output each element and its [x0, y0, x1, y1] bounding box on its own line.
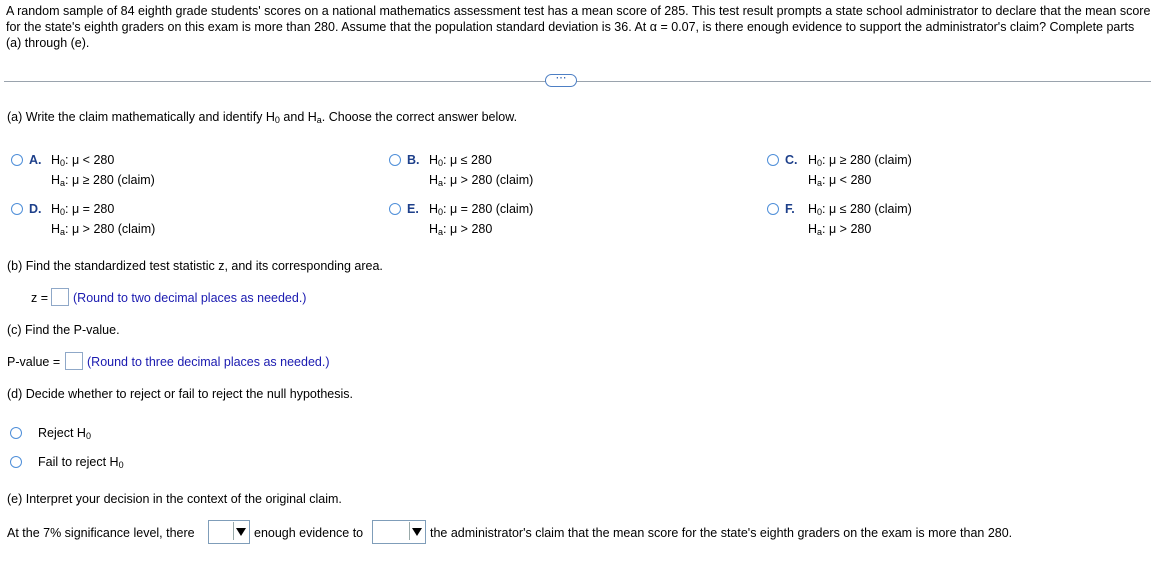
option-a-letter: A. — [29, 153, 42, 167]
reject-radio[interactable] — [10, 427, 22, 439]
option-b-letter: B. — [407, 153, 420, 167]
z-hint: (Round to two decimal places as needed.) — [73, 291, 307, 305]
p-value-label: P-value = — [7, 355, 61, 369]
option-f-letter: F. — [785, 202, 795, 216]
option-c-ha[interactable]: $H_a$: μ < 280 — [808, 173, 872, 188]
option-b-ha[interactable]: $H_a$: μ > 280 (claim) — [429, 173, 534, 188]
option-b-radio[interactable] — [389, 154, 401, 166]
problem-statement: A random sample of 84 eighth grade students' scores on a national mathematics assessment test has a mean score of 285. This test result prompts a state school administrator to declare that the mean score for the state's eighth graders on this exam is more than 280. Assume that the population standard deviation is 36. At α = 0.07, is there enough evidence to support the administrator's claim? Complete parts (a) through (e). — [6, 4, 1151, 50]
option-d-ha[interactable]: $H_a$: μ > 280 (claim) — [51, 222, 156, 237]
dropdown-arrow-icon[interactable] — [409, 522, 424, 540]
part-d-prompt: (d) Decide whether to reject or fail to reject the null hypothesis. — [7, 387, 354, 401]
part-a-prompt: (a) Write the claim mathematically and identify $H_0$ and $H_a$. Choose the correct answer below. — [7, 110, 518, 125]
part-e-prompt: (e) Interpret your decision in the context of the original claim. — [7, 492, 342, 506]
z-input[interactable] — [51, 288, 69, 306]
more-button[interactable]: ⋯ — [545, 74, 577, 87]
option-d-radio[interactable] — [11, 203, 23, 215]
option-e-letter: E. — [407, 202, 419, 216]
section-divider — [4, 81, 1151, 82]
p-value-input[interactable] — [65, 352, 83, 370]
option-a-ha[interactable]: $H_a$: μ ≥ 280 (claim) — [51, 173, 155, 188]
part-c-prompt: (c) Find the P-value. — [7, 323, 120, 337]
reject-label[interactable]: Reject $H_0$ — [38, 426, 91, 441]
option-c-radio[interactable] — [767, 154, 779, 166]
support-dropdown[interactable] — [372, 520, 426, 544]
fail-to-reject-radio[interactable] — [10, 456, 22, 468]
option-e-h0[interactable]: $H_0$: μ = 280 (claim) — [429, 202, 534, 217]
part-e-sentence-start: At the 7% significance level, there — [7, 526, 195, 540]
option-f-radio[interactable] — [767, 203, 779, 215]
option-f-ha[interactable]: $H_a$: μ > 280 — [808, 222, 872, 237]
option-f-h0[interactable]: $H_0$: μ ≤ 280 (claim) — [808, 202, 912, 217]
part-e-sentence-middle: enough evidence to — [254, 526, 364, 540]
dropdown-arrow-icon[interactable] — [233, 522, 248, 540]
part-b-prompt: (b) Find the standardized test statistic z, and its corresponding area. — [7, 259, 383, 273]
option-a-radio[interactable] — [11, 154, 23, 166]
option-e-radio[interactable] — [389, 203, 401, 215]
option-d-letter: D. — [29, 202, 42, 216]
p-value-hint: (Round to three decimal places as needed.) — [87, 355, 330, 369]
evidence-dropdown[interactable] — [208, 520, 250, 544]
option-b-h0[interactable]: $H_0$: μ ≤ 280 — [429, 153, 492, 168]
part-e-sentence-end: the administrator's claim that the mean score for the state's eighth graders on the exam is more than 280. — [430, 526, 1013, 540]
fail-to-reject-label[interactable]: Fail to reject $H_0$ — [38, 455, 124, 470]
z-label: z = — [31, 291, 49, 305]
option-c-h0[interactable]: $H_0$: μ ≥ 280 (claim) — [808, 153, 912, 168]
option-d-h0[interactable]: $H_0$: μ = 280 — [51, 202, 115, 217]
option-c-letter: C. — [785, 153, 798, 167]
option-a-h0[interactable]: $H_0$: μ < 280 — [51, 153, 115, 168]
option-e-ha[interactable]: $H_a$: μ > 280 — [429, 222, 493, 237]
